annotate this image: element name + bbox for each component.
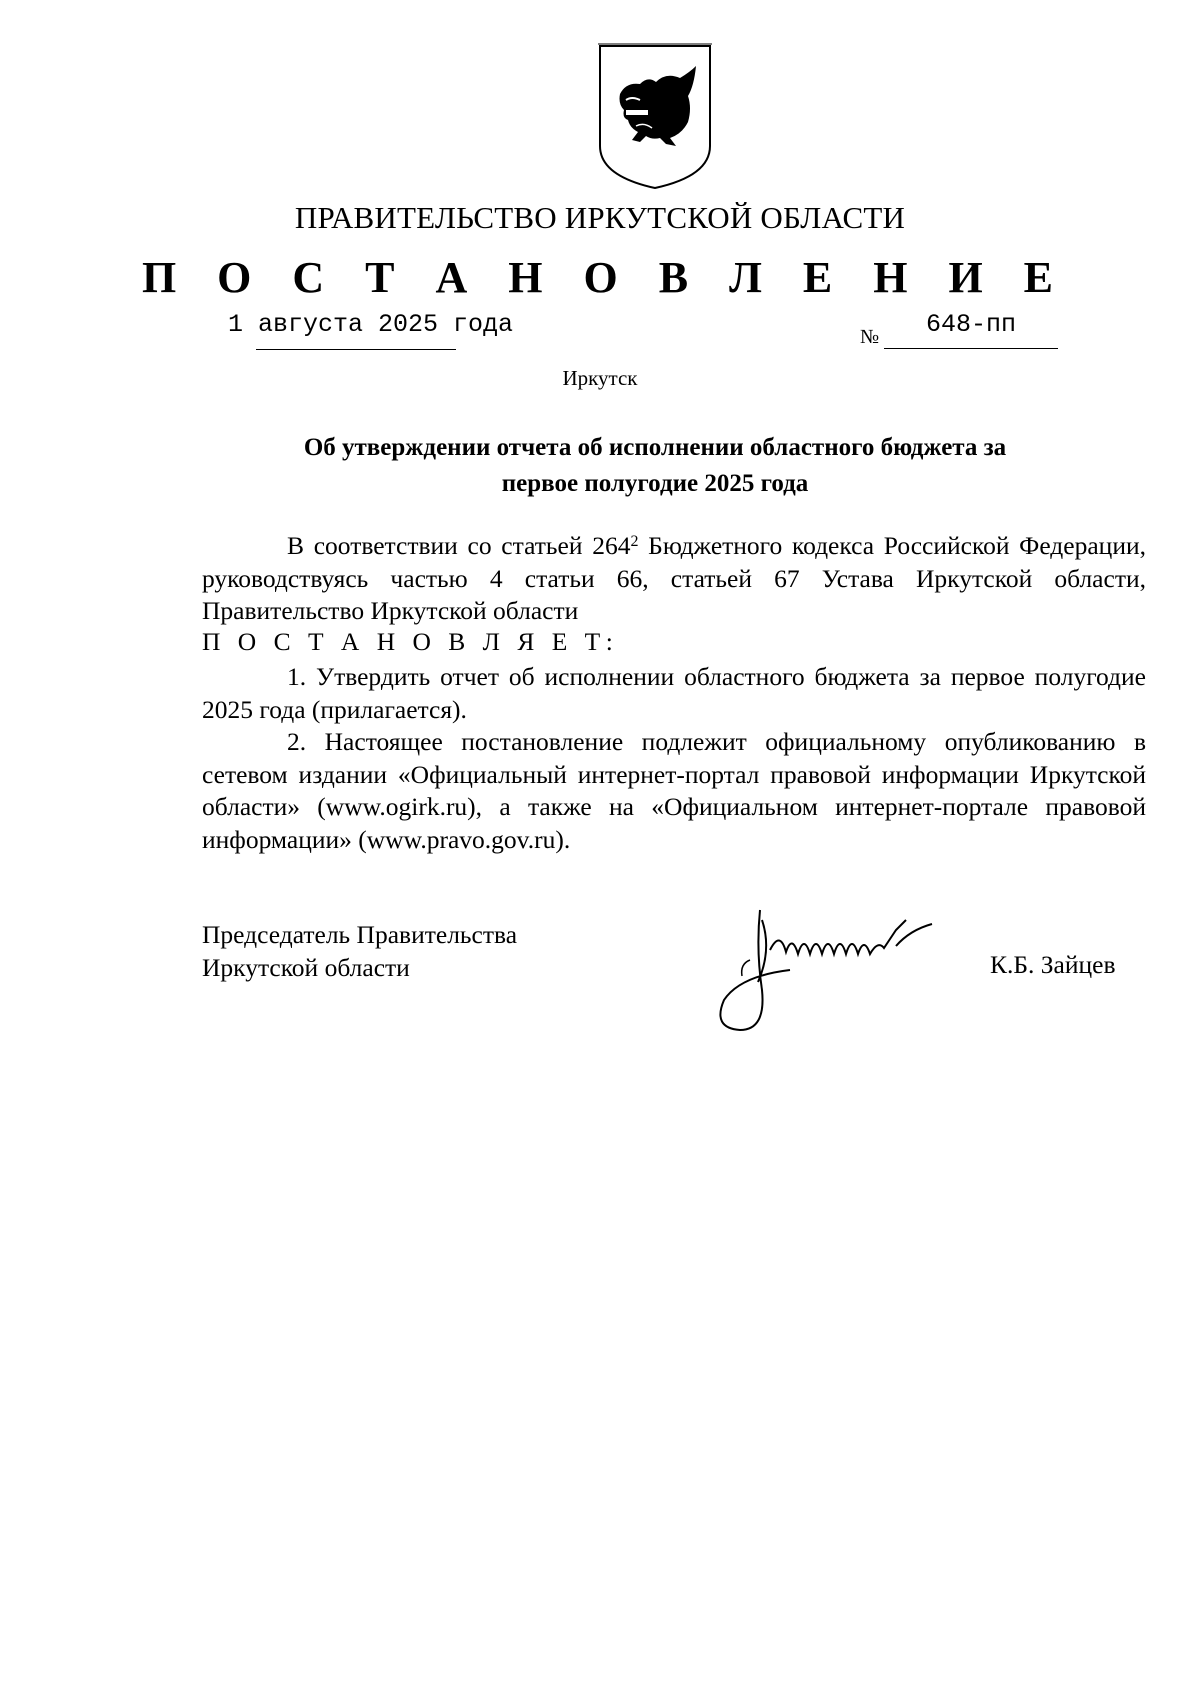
subject-line-1: Об утверждении отчета об исполнении областного бюджета за <box>303 434 1007 461</box>
preamble-superscript: 2 <box>630 533 639 550</box>
date-underline <box>256 349 456 350</box>
handwritten-signature <box>700 890 1000 1040</box>
signatory-title-line-1: Председатель Правительства <box>202 920 518 949</box>
document-number: 648-пп <box>926 310 1017 339</box>
signatory-title <box>202 918 517 984</box>
item-2-paragraph: 2. Настоящее постановление подлежит официальному опубликованию в сетевом издании «Официальный интернет-портал правовой информации Иркутской области» (www.ogirk.ru), а также на «Официальном интернет-портале правовой информации» (www.pravo.gov.ru). <box>202 727 1146 854</box>
item-1-paragraph: 1. Утвердить отчет об исполнении областного бюджета за первое полугодие 2025 года (прилагается). <box>202 662 1146 724</box>
number-underline <box>884 348 1058 349</box>
document-date: 1 августа 2025 года <box>228 310 514 339</box>
preamble-text-end: Бюджетного кодекса Российской Федерации, руководствуясь частью 4 статьи 66, статьей 67 Устава Иркутской области, Правительство Иркутской области <box>202 531 1146 625</box>
city: Иркутск <box>562 366 638 390</box>
signatory-name: К.Б. Зайцев <box>990 950 1116 979</box>
document-type: П О С Т А Н О В Л Е Н И Е <box>141 253 1069 302</box>
coat-of-arms-emblem <box>596 42 714 190</box>
decree-word: П О С Т А Н О В Л Я Е Т: <box>202 627 619 656</box>
preamble-paragraph <box>202 530 1146 628</box>
signatory-title-line-2: Иркутской области <box>202 953 410 982</box>
organization-name: ПРАВИТЕЛЬСТВО ИРКУТСКОЙ ОБЛАСТИ <box>294 200 906 235</box>
preamble-text-start: В соответствии со статьей 264 <box>287 531 631 560</box>
subject-line-2: первое полугодие 2025 года <box>501 470 809 497</box>
document-subject <box>250 430 1060 502</box>
number-sign: № <box>860 326 880 348</box>
